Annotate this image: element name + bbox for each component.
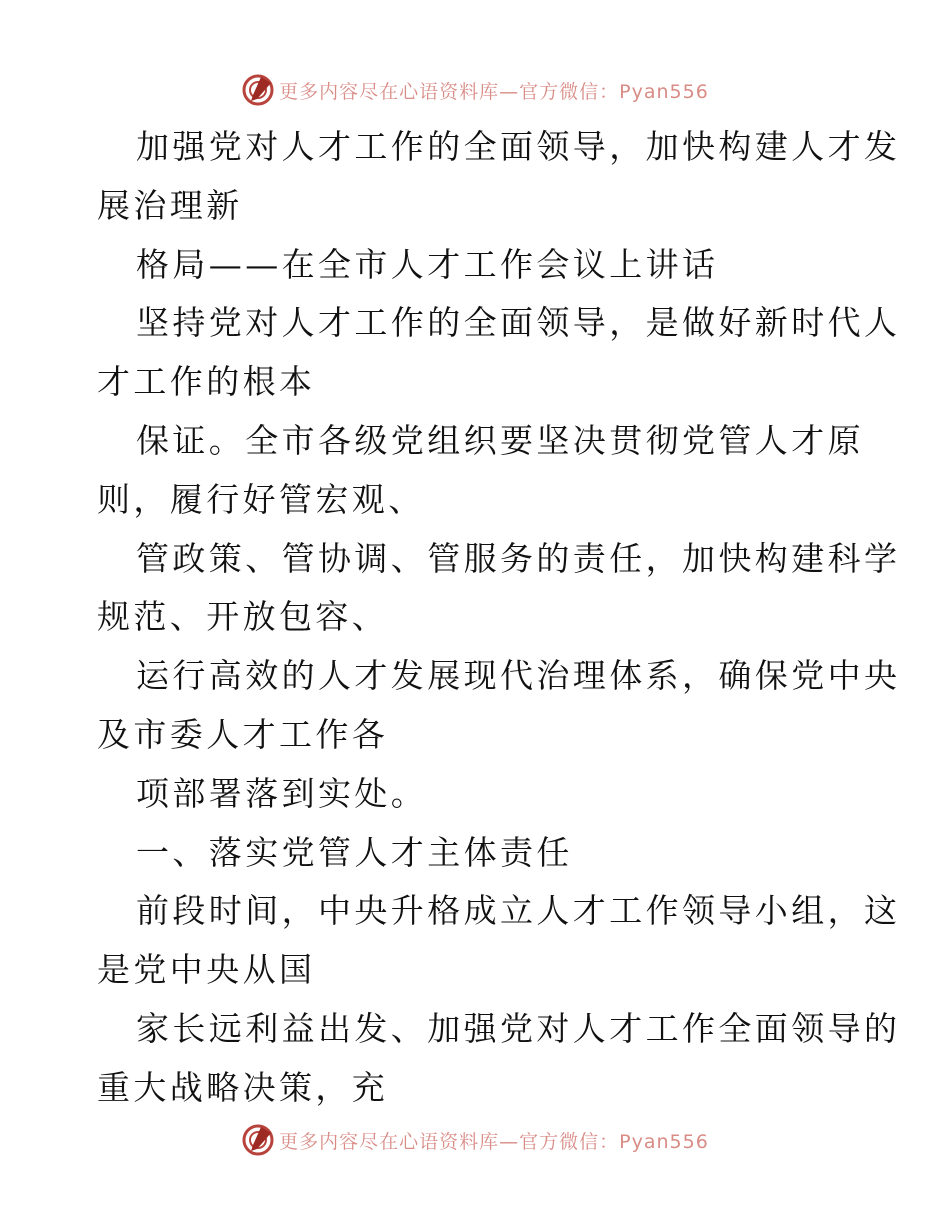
text-line: 加强党对人才工作的全面领导，加快构建人才发	[136, 127, 901, 166]
text-line: 坚持党对人才工作的全面领导，是做好新时代人	[136, 303, 901, 343]
footer-watermark	[0, 1120, 950, 1160]
pen-circle-logo-icon	[241, 73, 275, 107]
header-watermark	[0, 70, 950, 110]
header-watermark-text: 更多内容尽在心语资料库—官方微信：Pyan556	[279, 80, 709, 103]
text-line: 管政策、管协调、管服务的责任，加快构建科学	[136, 538, 901, 578]
pen-circle-logo-icon	[241, 1123, 275, 1157]
document-body	[97, 118, 901, 1118]
text-line: 运行高效的人才发展现代治理体系，确保党中央	[136, 656, 901, 696]
text-line: 是党中央从国	[97, 950, 316, 990]
text-line: 保证。全市各级党组织要坚决贯彻党管人才原	[136, 420, 864, 460]
text-line: 规范、开放包容、	[97, 597, 389, 637]
text-line: 项部署落到实处。	[136, 773, 428, 813]
text-line: 及市委人才工作各	[97, 714, 389, 754]
text-line: 格局——在全市人才工作会议上讲话	[136, 244, 719, 284]
text-line: 家长远利益出发、加强党对人才工作全面领导的	[136, 1008, 901, 1048]
text-line: 则，履行好管宏观、	[97, 479, 425, 519]
text-line: 才工作的根本	[97, 362, 316, 402]
text-line: 展治理新	[97, 185, 243, 225]
section-heading: 一、落实党管人才主体责任	[136, 832, 573, 872]
text-line: 前段时间，中央升格成立人才工作领导小组，这	[136, 891, 901, 931]
footer-watermark-text: 更多内容尽在心语资料库—官方微信：Pyan556	[279, 1130, 709, 1153]
text-line: 重大战略决策，充	[97, 1067, 389, 1107]
